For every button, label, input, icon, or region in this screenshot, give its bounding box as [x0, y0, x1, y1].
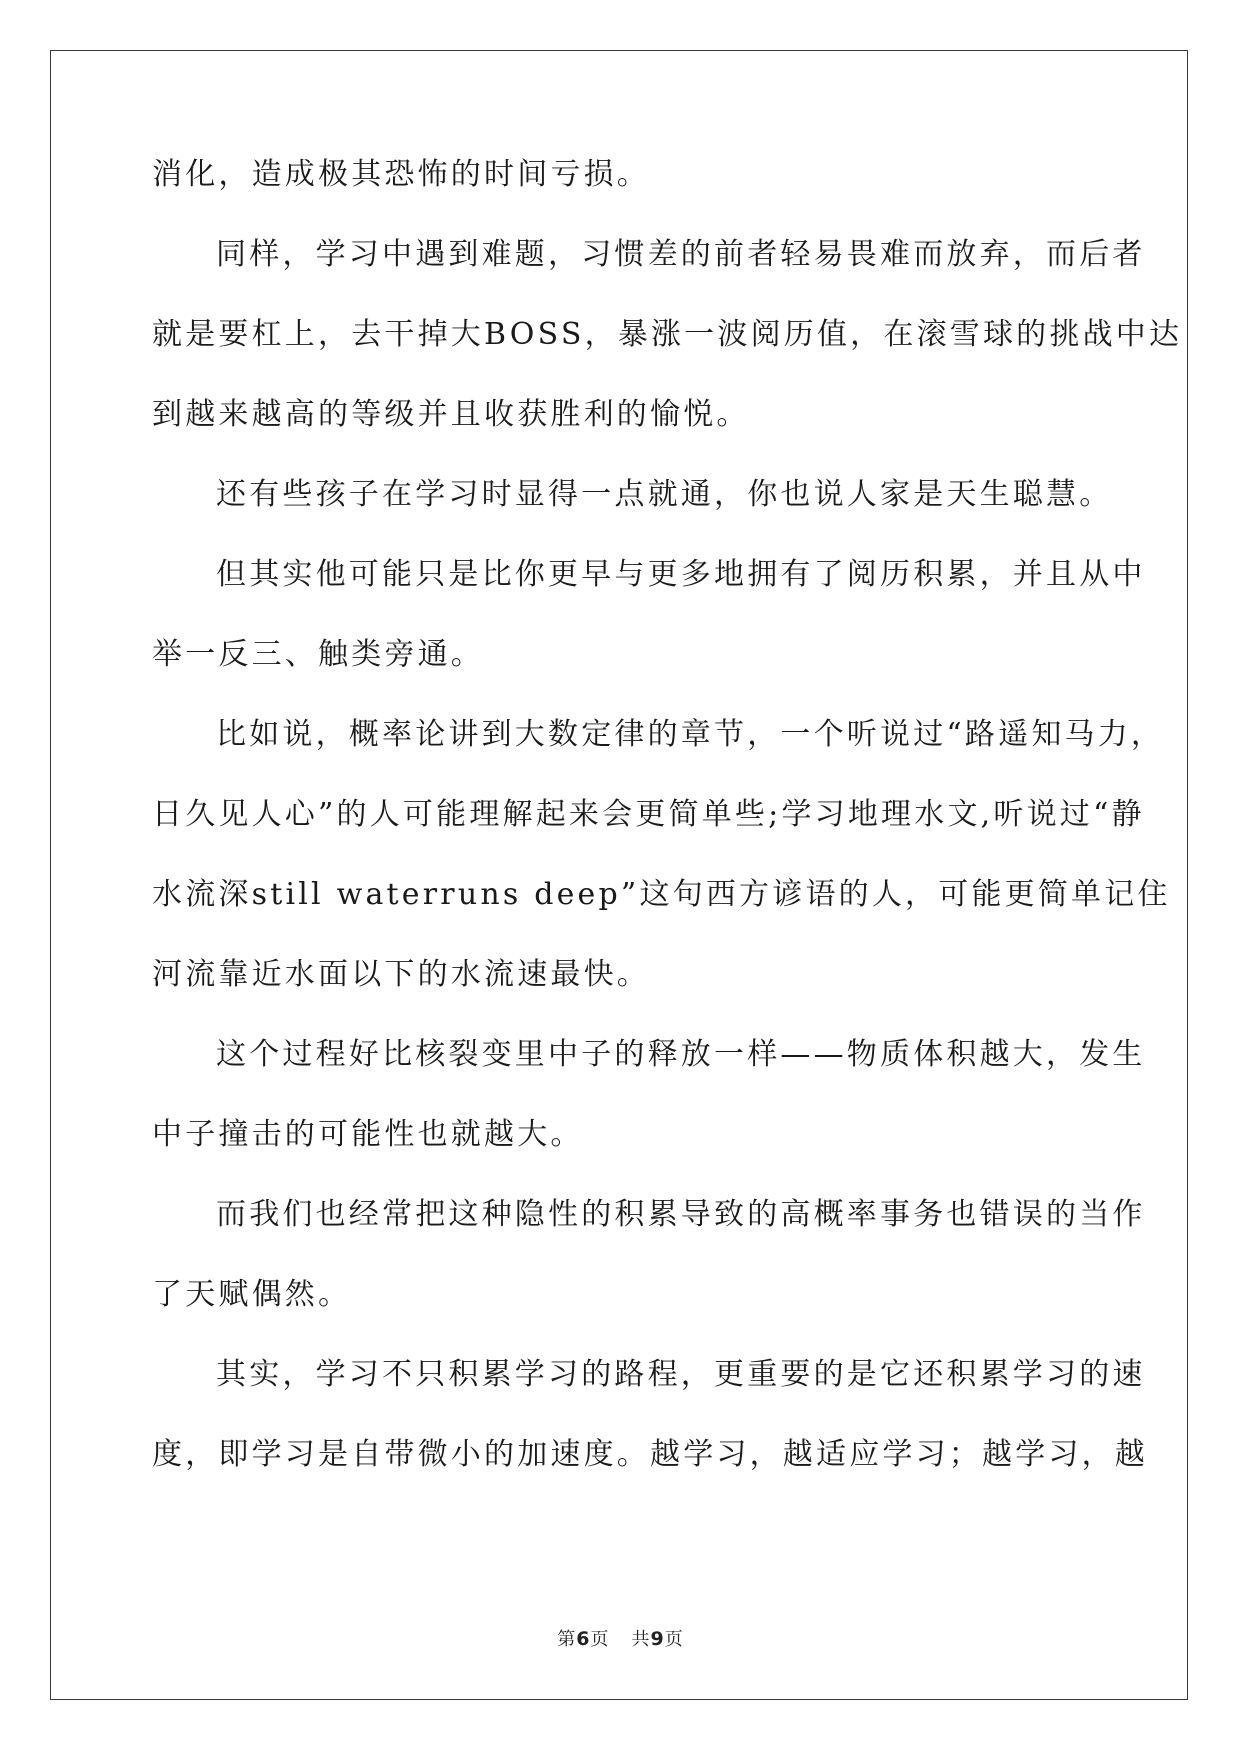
page-prefix: 第 [557, 1629, 577, 1650]
text-line: 了天赋偶然。 [152, 1277, 352, 1312]
page-number: 6 [576, 1628, 591, 1650]
text-line: 度，即学习是自带微小的加速度。越学习，越适应学习；越学习，越 [152, 1437, 1148, 1472]
text-line: 同样，学习中遇到难题，习惯差的前者轻易畏难而放弃，而后者 [216, 237, 1146, 272]
text-line: 还有些孩子在学习时显得一点就通，你也说人家是天生聪慧。 [216, 477, 1113, 512]
page-footer [0, 1625, 1241, 1651]
text-line: 这个过程好比核裂变里中子的释放一样——物质体积越大，发生 [216, 1037, 1146, 1072]
text-line: 比如说，概率论讲到大数定律的章节，一个听说过“路遥知马力， [216, 717, 1165, 752]
text-line: 水流深still waterruns deep”这句西方谚语的人，可能更简单记住 [152, 877, 1171, 912]
document-body [152, 157, 1183, 1520]
text-line: 河流靠近水面以下的水流速最快。 [152, 957, 650, 992]
text-line: 到越来越高的等级并且收获胜利的愉悦。 [152, 397, 750, 432]
text-line: 就是要杠上，去干掉大BOSS，暴涨一波阅历值，在滚雪球的挑战中达 [152, 317, 1183, 352]
text-line: 而我们也经常把这种隐性的积累导致的高概率事务也错误的当作 [216, 1197, 1146, 1232]
text-line: 但其实他可能只是比你更早与更多地拥有了阅历积累，并且从中 [216, 557, 1146, 592]
text-line: 消化，造成极其恐怖的时间亏损。 [152, 157, 650, 192]
page-suffix: 页 [590, 1629, 610, 1650]
total-pages: 9 [650, 1628, 665, 1650]
text-line: 举一反三、触类旁通。 [152, 637, 484, 672]
total-prefix: 共 [631, 1629, 651, 1650]
text-line: 中子撞击的可能性也就越大。 [152, 1117, 584, 1152]
text-line: 日久见人心”的人可能理解起来会更简单些;学习地理水文,听说过“静 [152, 797, 1145, 832]
total-suffix: 页 [664, 1629, 684, 1650]
text-line: 其实，学习不只积累学习的路程，更重要的是它还积累学习的速 [216, 1357, 1146, 1392]
